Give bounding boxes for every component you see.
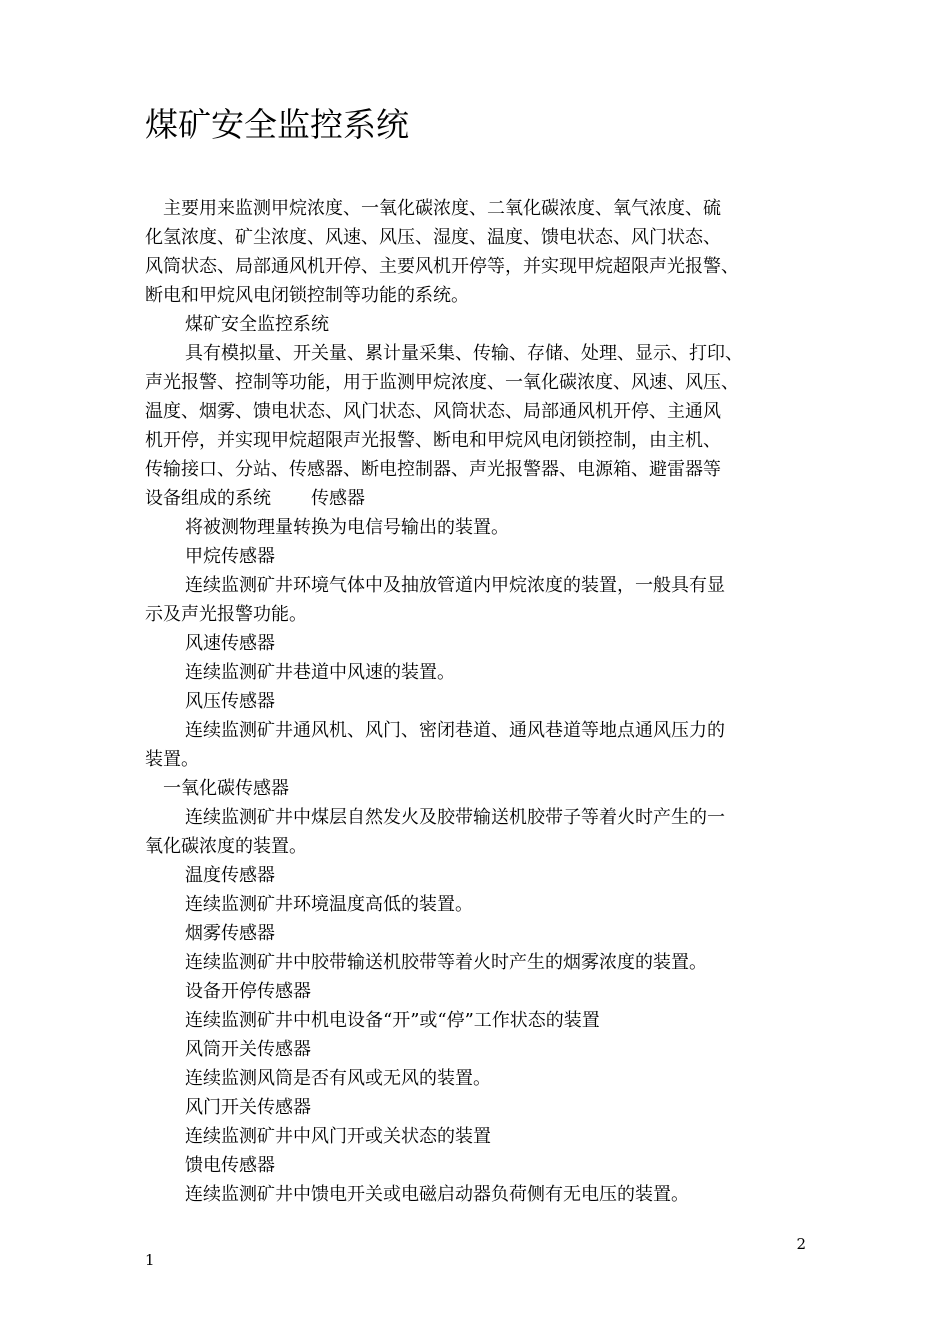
text-line: 连续监测矿井环境温度高低的装置。	[185, 894, 473, 915]
text-line: 将被测物理量转换为电信号输出的装置。	[185, 517, 509, 538]
text-line: 断电和甲烷风电闭锁控制等功能的系统。	[145, 285, 469, 306]
text-line: 传输接口、分站、传感器、断电控制器、声光报警器、电源箱、避雷器等	[145, 459, 721, 480]
section-heading: 风速传感器	[185, 633, 275, 654]
text-line: 连续监测矿井中风门开或关状态的装置	[185, 1126, 491, 1147]
section-heading: 一氧化碳传感器	[163, 778, 289, 799]
text-line: 化氢浓度、矿尘浓度、风速、风压、湿度、温度、馈电状态、风门状态、	[145, 227, 721, 248]
text-line: 连续监测矿井巷道中风速的装置。	[185, 662, 455, 683]
text-line: 声光报警、控制等功能，用于监测甲烷浓度、一氧化碳浓度、风速、风压、	[145, 372, 739, 393]
footer-number: 1	[145, 1251, 155, 1269]
section-heading: 甲烷传感器	[185, 546, 275, 567]
text-line: 具有模拟量、开关量、累计量采集、传输、存储、处理、显示、打印、	[185, 343, 743, 364]
section-heading: 烟雾传感器	[185, 923, 275, 944]
text-line: 连续监测矿井中机电设备“开”或“停”工作状态的装置	[185, 1010, 600, 1031]
section-heading: 温度传感器	[185, 865, 275, 886]
text-line: 机开停，并实现甲烷超限声光报警、断电和甲烷风电闭锁控制，由主机、	[145, 430, 721, 451]
section-heading: 风压传感器	[185, 691, 275, 712]
text-line	[145, 484, 810, 513]
section-heading: 传感器	[311, 488, 365, 509]
text-line: 连续监测矿井中煤层自然发火及胶带输送机胶带子等着火时产生的一	[185, 807, 725, 828]
text-line: 连续监测矿井通风机、风门、密闭巷道、通风巷道等地点通风压力的	[185, 720, 725, 741]
section-heading: 风筒开关传感器	[185, 1039, 311, 1060]
text-fragment: 设备组成的系统	[145, 488, 271, 509]
text-line: 温度、烟雾、馈电状态、风门状态、风筒状态、局部通风机开停、主通风	[145, 401, 721, 422]
section-heading: 设备开停传感器	[185, 981, 311, 1002]
document-body	[145, 194, 810, 1209]
text-line: 风筒状态、局部通风机开停、主要风机开停等，并实现甲烷超限声光报警、	[145, 256, 739, 277]
text-line: 连续监测矿井环境气体中及抽放管道内甲烷浓度的装置，一般具有显	[185, 575, 725, 596]
text-line: 氧化碳浓度的装置。	[145, 836, 307, 857]
page-number: 2	[796, 1235, 806, 1253]
document-title: 煤矿安全监控系统	[145, 105, 409, 144]
text-line: 示及声光报警功能。	[145, 604, 307, 625]
text-line: 主要用来监测甲烷浓度、一氧化碳浓度、二氧化碳浓度、氧气浓度、硫	[163, 198, 721, 219]
section-heading: 风门开关传感器	[185, 1097, 311, 1118]
text-line: 连续监测矿井中馈电开关或电磁启动器负荷侧有无电压的装置。	[185, 1184, 689, 1205]
section-heading: 煤矿安全监控系统	[185, 314, 329, 335]
text-line: 装置。	[145, 749, 199, 770]
text-line: 连续监测矿井中胶带输送机胶带等着火时产生的烟雾浓度的装置。	[185, 952, 707, 973]
text-line: 连续监测风筒是否有风或无风的装置。	[185, 1068, 491, 1089]
section-heading: 馈电传感器	[185, 1155, 275, 1176]
